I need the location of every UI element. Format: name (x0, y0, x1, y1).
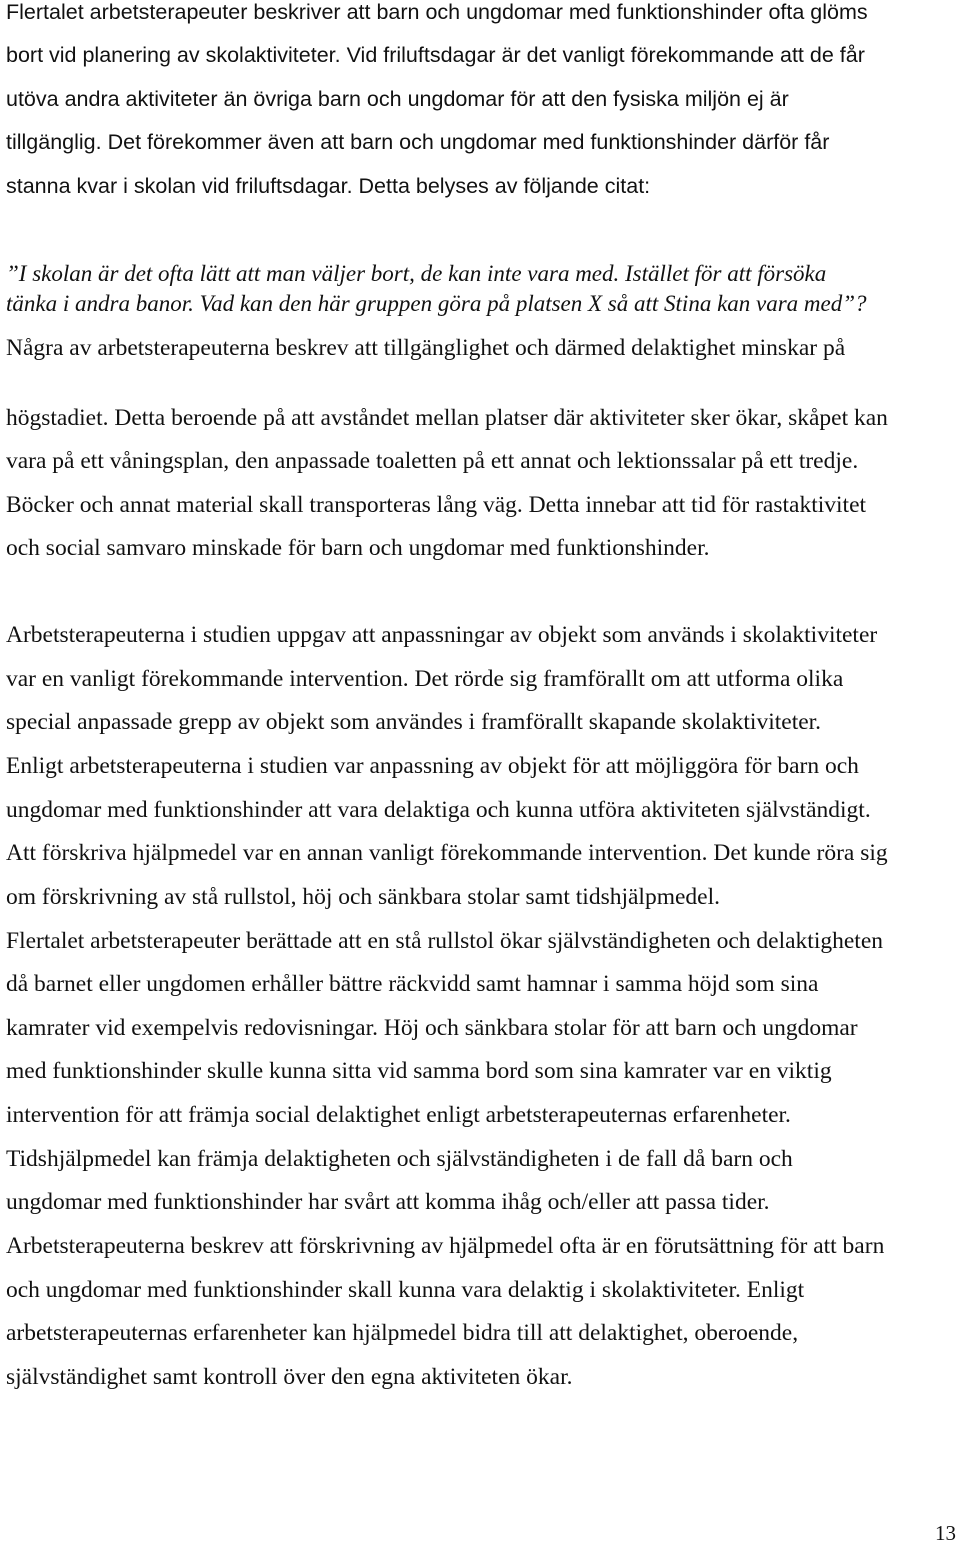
text-line: ungdomar med funktionshinder har svårt att komma ihåg och/eller att passa tider. (6, 1189, 770, 1215)
text-line: ungdomar med funktionshinder att vara delaktiga och kunna utföra aktiviteten självständigt. (6, 797, 871, 823)
text-line: vara på ett våningsplan, den anpassade toaletten på ett annat och lektionssalar på ett tredje. (6, 448, 859, 474)
text-line: Några av arbetsterapeuterna beskrev att tillgänglighet och därmed delaktighet minskar på (6, 335, 846, 361)
text-line: utöva andra aktiviteter än övriga barn och ungdomar för att den fysiska miljön ej är (6, 87, 789, 111)
text-line: Böcker och annat material skall transporteras lång väg. Detta innebar att tid för rastaktivitet (6, 492, 867, 518)
text-line: Flertalet arbetsterapeuter berättade att en stå rullstol ökar självständigheten och delaktigheten (6, 928, 883, 954)
text-line: kamrater vid exempelvis redovisningar. Höj och sänkbara stolar för att barn och ungdomar (6, 1015, 858, 1041)
text-line: intervention för att främja social delaktighet enligt arbetsterapeuternas erfarenheter. (6, 1102, 791, 1128)
text-line: högstadiet. Detta beroende på att avståndet mellan platser där aktiviteter sker ökar, skåpet kan (6, 405, 888, 431)
page-number: 13 (935, 1521, 956, 1545)
text-line: arbetsterapeuternas erfarenheter kan hjälpmedel bidra till att delaktighet, oberoende, (6, 1320, 799, 1346)
quote-line: tänka i andra banor. Vad kan den här gruppen göra på platsen X så att Stina kan vara med”? (6, 291, 867, 316)
text-line: Arbetsterapeuterna i studien uppgav att anpassningar av objekt som används i skolaktiviteter (6, 622, 878, 648)
text-line: och social samvaro minskade för barn och ungdomar med funktionshinder. (6, 535, 710, 561)
text-line: Att förskriva hjälpmedel var en annan vanligt förekommande intervention. Det kunde röra sig (6, 840, 888, 866)
text-line: med funktionshinder skulle kunna sitta vid samma bord som sina kamrater var en viktig (6, 1058, 832, 1084)
text-line: självständighet samt kontroll över den egna aktiviteten ökar. (6, 1364, 573, 1390)
text-line: om förskrivning av stå rullstol, höj och sänkbara stolar samt tidshjälpmedel. (6, 884, 721, 910)
text-line: Flertalet arbetsterapeuter beskriver att barn och ungdomar med funktionshinder ofta glöms (6, 0, 868, 24)
text-line: Enligt arbetsterapeuterna i studien var anpassning av objekt för att möjliggöra för barn och (6, 753, 859, 779)
text-line: och ungdomar med funktionshinder skall kunna vara delaktig i skolaktiviteter. Enligt (6, 1277, 805, 1303)
text-line: stanna kvar i skolan vid friluftsdagar. Detta belyses av följande citat: (6, 174, 651, 198)
text-line: då barnet eller ungdomen erhåller bättre räckvidd samt hamnar i samma höjd som sina (6, 971, 819, 997)
text-line: Tidshjälpmedel kan främja delaktigheten och självständigheten i de fall då barn och (6, 1146, 793, 1172)
text-line: var en vanligt förekommande intervention. Det rörde sig framförallt om att utforma olika (6, 666, 844, 692)
text-line: tillgänglig. Det förekommer även att barn och ungdomar med funktionshinder därför får (6, 130, 830, 154)
quote-line: ”I skolan är det ofta lätt att man väljer bort, de kan inte vara med. Istället för att försöka (6, 261, 827, 286)
text-line: Arbetsterapeuterna beskrev att förskrivning av hjälpmedel ofta är en förutsättning för att barn (6, 1233, 885, 1259)
text-line: special anpassade grepp av objekt som användes i framförallt skapande skolaktiviteter. (6, 709, 822, 735)
text-line: bort vid planering av skolaktiviteter. Vid friluftsdagar är det vanligt förekommande att de får (6, 43, 865, 67)
